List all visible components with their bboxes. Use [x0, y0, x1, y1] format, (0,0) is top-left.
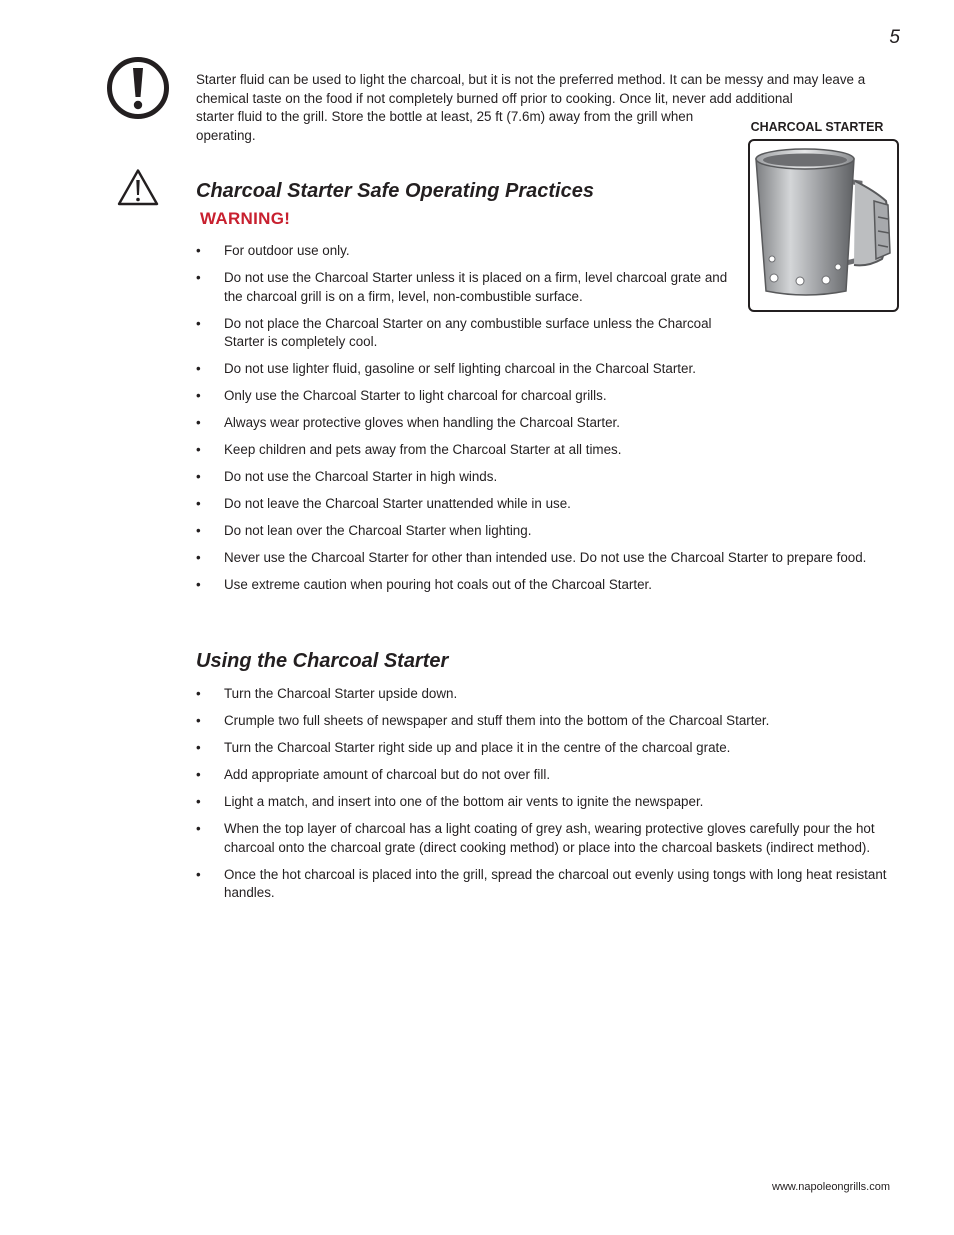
list-item	[196, 712, 900, 731]
list-item	[196, 739, 900, 758]
bullet-mark: •	[196, 269, 201, 285]
list-item-text: Do not use lighter fluid, gasoline or self lighting charcoal in the Charcoal Starter.	[224, 361, 696, 377]
bullet-mark: •	[196, 577, 201, 593]
safe-practices-list	[196, 242, 886, 603]
intro-text-line1: Starter fluid can be used to light the charcoal, but it is not the preferred method. It can be messy and may leave a chemical taste on the food if not completely burned off prior to cooking. Once lit, never add additional	[196, 72, 866, 106]
bullet-mark: •	[196, 820, 201, 836]
exclamation-circle-icon	[106, 56, 170, 120]
list-item	[196, 685, 900, 704]
list-item-text: Do not leave the Charcoal Starter unattended while in use.	[224, 496, 571, 512]
safe-practices-heading: Charcoal Starter Safe Operating Practices	[196, 180, 594, 202]
bullet-mark: •	[196, 712, 201, 728]
list-item-text: When the top layer of charcoal has a light coating of grey ash, wearing protective gloves carefully pour the hot charcoal onto the charcoal grate (direct cooking method) or place into the charcoal baskets (indirect method).	[224, 820, 875, 855]
list-item-text: For outdoor use only.	[224, 243, 350, 258]
list-item-text: Use extreme caution when pouring hot coals out of the Charcoal Starter.	[224, 577, 652, 593]
list-item	[196, 820, 900, 857]
warning-triangle-icon	[117, 168, 159, 206]
list-item-text: Add appropriate amount of charcoal but do not over fill.	[224, 766, 551, 782]
list-item-text: Do not lean over the Charcoal Starter when lighting.	[224, 523, 532, 539]
bullet-mark: •	[196, 315, 201, 331]
list-item	[196, 269, 738, 306]
bullet-mark: •	[196, 415, 201, 431]
list-item	[196, 315, 738, 352]
list-item-text: Do not use the Charcoal Starter in high winds.	[224, 469, 498, 485]
list-item	[196, 414, 886, 433]
list-item	[196, 468, 886, 487]
using-starter-list	[196, 685, 900, 911]
using-starter-heading: Using the Charcoal Starter	[196, 650, 449, 672]
list-item-text: Keep children and pets away from the Charcoal Starter at all times.	[224, 442, 622, 458]
charcoal-starter-label: CHARCOAL STARTER	[750, 120, 884, 134]
bullet-mark: •	[196, 793, 201, 809]
bullet-mark: •	[196, 388, 201, 404]
list-item-text: Never use the Charcoal Starter for other than intended use. Do not use the Charcoal Starter to prepare food.	[224, 550, 867, 566]
list-item	[196, 360, 886, 379]
intro-text-line2: starter fluid to the grill. Store the bottle at least, 25 ft (7.6m) away from the grill when operating.	[196, 109, 694, 143]
bullet-mark: •	[196, 523, 201, 539]
list-item-text: Once the hot charcoal is placed into the grill, spread the charcoal out evenly using tongs with long heat resistant handles.	[224, 866, 887, 901]
bullet-mark: •	[196, 496, 201, 512]
list-item-text: Turn the Charcoal Starter upside down.	[224, 686, 458, 701]
list-item	[196, 549, 886, 568]
bullet-mark: •	[196, 686, 201, 701]
list-item	[196, 866, 900, 903]
list-item	[196, 242, 886, 261]
list-item-text: Turn the Charcoal Starter right side up and place it in the centre of the charcoal grate.	[224, 739, 731, 755]
page-number: 5	[889, 27, 900, 48]
list-item	[196, 495, 886, 514]
warning-label: WARNING!	[200, 209, 291, 228]
list-item-text: Light a match, and insert into one of the bottom air vents to ignite the newspaper.	[224, 793, 704, 809]
bullet-mark: •	[196, 866, 201, 882]
list-item	[196, 387, 886, 406]
list-item	[196, 522, 886, 541]
bullet-mark: •	[196, 550, 201, 566]
list-item	[196, 576, 886, 595]
list-item-text: Always wear protective gloves when handling the Charcoal Starter.	[224, 415, 620, 431]
bullet-mark: •	[196, 766, 201, 782]
list-item	[196, 793, 900, 812]
list-item-text: Do not use the Charcoal Starter unless it is placed on a firm, level charcoal grate and the charcoal grill is on a firm, level, non-combustible surface.	[224, 269, 728, 304]
list-item	[196, 766, 900, 785]
list-item-text: Only use the Charcoal Starter to light charcoal for charcoal grills.	[224, 388, 607, 404]
list-item	[196, 441, 886, 460]
bullet-mark: •	[196, 361, 201, 377]
bullet-mark: •	[196, 442, 201, 458]
website-url[interactable]: www.napoleongrills.com	[772, 1181, 890, 1193]
bullet-mark: •	[196, 243, 201, 258]
list-item-text: Do not place the Charcoal Starter on any combustible surface unless the Charcoal Starter is completely cool.	[224, 315, 712, 350]
bullet-mark: •	[196, 469, 201, 485]
bullet-mark: •	[196, 739, 201, 755]
list-item-text: Crumple two full sheets of newspaper and stuff them into the bottom of the Charcoal Starter.	[224, 712, 770, 728]
